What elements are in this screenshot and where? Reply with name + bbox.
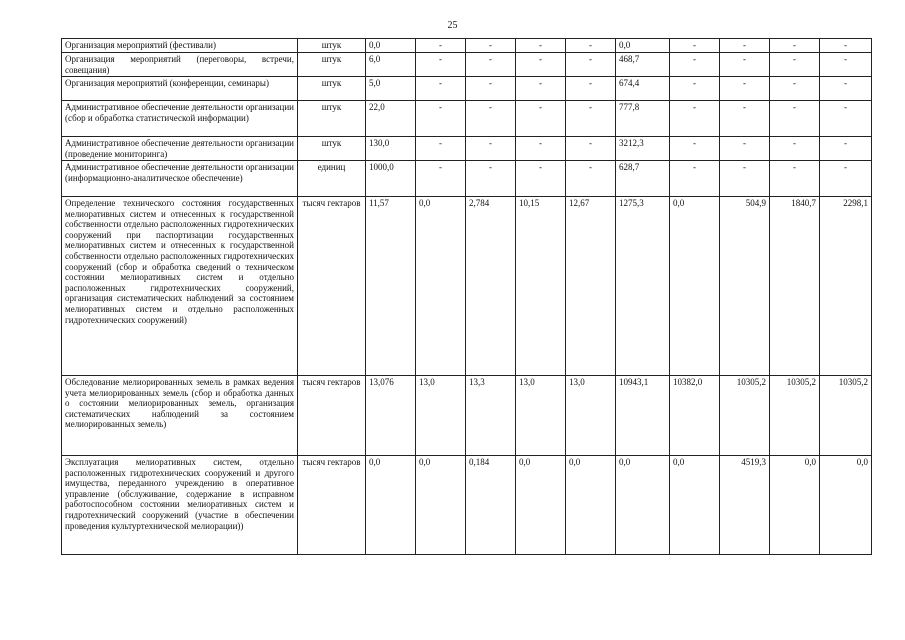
value-cell: -: [720, 137, 770, 161]
value-cell: 13,076: [366, 376, 416, 456]
unit-cell: штук: [298, 101, 366, 137]
value-cell: 10305,2: [820, 376, 872, 456]
value-cell: 0,0: [416, 197, 466, 376]
value-cell: -: [670, 101, 720, 137]
value-cell: -: [566, 101, 616, 137]
value-cell: -: [720, 77, 770, 101]
value-cell: -: [670, 137, 720, 161]
value-cell: 10943,1: [616, 376, 670, 456]
value-cell: 0,0: [516, 456, 566, 555]
value-cell: 13,3: [466, 376, 516, 456]
value-cell: -: [466, 161, 516, 197]
value-cell: -: [516, 137, 566, 161]
value-cell: 0,0: [566, 456, 616, 555]
value-cell: -: [770, 77, 820, 101]
value-cell: -: [770, 101, 820, 137]
table-row: [62, 456, 872, 555]
value-cell: 12,67: [566, 197, 616, 376]
value-cell: -: [516, 39, 566, 53]
service-name-cell: Эксплуатация мелиоративных систем, отдельно расположенных гидротехнических сооружений и другого имущества, переданного учреждению в оперативное управление (обслуживание, содержание в исправном работоспособном состоянии мелиоративных систем и гидротехнический сооружений (участие в обеспечении проведения культуртехнической мелиорации)): [62, 456, 298, 555]
value-cell: 6,0: [366, 53, 416, 77]
value-cell: -: [770, 53, 820, 77]
unit-cell: тысяч гектаров: [298, 376, 366, 456]
value-cell: -: [566, 39, 616, 53]
value-cell: -: [466, 101, 516, 137]
value-cell: 11,57: [366, 197, 416, 376]
unit-cell: штук: [298, 137, 366, 161]
unit-cell: единиц: [298, 161, 366, 197]
value-cell: 13,0: [566, 376, 616, 456]
value-cell: 13,0: [416, 376, 466, 456]
unit-cell: штук: [298, 53, 366, 77]
value-cell: 10382,0: [670, 376, 720, 456]
value-cell: -: [566, 77, 616, 101]
value-cell: -: [466, 137, 516, 161]
value-cell: 10305,2: [720, 376, 770, 456]
service-name-cell: Организация мероприятий (переговоры, встречи, совещания): [62, 53, 298, 77]
value-cell: -: [466, 77, 516, 101]
value-cell: 13,0: [516, 376, 566, 456]
unit-cell: тысяч гектаров: [298, 456, 366, 555]
value-cell: -: [820, 53, 872, 77]
value-cell: 130,0: [366, 137, 416, 161]
table-body: [62, 39, 872, 555]
value-cell: -: [516, 101, 566, 137]
value-cell: 0,0: [616, 456, 670, 555]
value-cell: 0,0: [770, 456, 820, 555]
value-cell: 0,0: [820, 456, 872, 555]
value-cell: -: [566, 137, 616, 161]
value-cell: 1840,7: [770, 197, 820, 376]
value-cell: 0,0: [670, 456, 720, 555]
table-row: [62, 53, 872, 77]
value-cell: -: [416, 77, 466, 101]
value-cell: -: [416, 101, 466, 137]
value-cell: -: [720, 101, 770, 137]
value-cell: 10,15: [516, 197, 566, 376]
value-cell: -: [820, 161, 872, 197]
value-cell: 674,4: [616, 77, 670, 101]
value-cell: 0,0: [366, 456, 416, 555]
value-cell: -: [416, 53, 466, 77]
value-cell: -: [820, 137, 872, 161]
value-cell: 1000,0: [366, 161, 416, 197]
page-number: 25: [447, 20, 458, 31]
value-cell: -: [670, 53, 720, 77]
value-cell: 0,0: [416, 456, 466, 555]
value-cell: -: [670, 39, 720, 53]
service-name-cell: Организация мероприятий (фестивали): [62, 39, 298, 53]
value-cell: 777,8: [616, 101, 670, 137]
value-cell: -: [770, 161, 820, 197]
value-cell: 0,184: [466, 456, 516, 555]
value-cell: -: [720, 39, 770, 53]
service-name-cell: Административное обеспечение деятельности организации (информационно-аналитическое обеспечение): [62, 161, 298, 197]
value-cell: -: [670, 161, 720, 197]
unit-cell: тысяч гектаров: [298, 197, 366, 376]
value-cell: -: [720, 161, 770, 197]
service-name-cell: Организация мероприятий (конференции, семинары): [62, 77, 298, 101]
table-row: [62, 376, 872, 456]
value-cell: 0,0: [670, 197, 720, 376]
service-name-cell: Обследование мелиорированных земель в рамках ведения учета мелиорированных земель (сбор и обработка данных о состоянии мелиорированных земель, организация систематических наблюдений за состоянием мелиорированных земель): [62, 376, 298, 456]
value-cell: -: [820, 101, 872, 137]
value-cell: -: [720, 53, 770, 77]
value-cell: -: [466, 53, 516, 77]
value-cell: 468,7: [616, 53, 670, 77]
value-cell: -: [770, 39, 820, 53]
service-name-cell: Административное обеспечение деятельности организации (сбор и обработка статистической информации): [62, 101, 298, 137]
value-cell: -: [566, 53, 616, 77]
value-cell: -: [516, 77, 566, 101]
value-cell: 1275,3: [616, 197, 670, 376]
value-cell: 5,0: [366, 77, 416, 101]
value-cell: 2,784: [466, 197, 516, 376]
value-cell: -: [670, 77, 720, 101]
value-cell: -: [820, 39, 872, 53]
value-cell: -: [820, 77, 872, 101]
table-row: [62, 197, 872, 376]
value-cell: -: [770, 137, 820, 161]
value-cell: 4519,3: [720, 456, 770, 555]
value-cell: -: [416, 161, 466, 197]
value-cell: -: [516, 53, 566, 77]
table-row: [62, 77, 872, 101]
services-table: [61, 38, 872, 555]
table-row: [62, 101, 872, 137]
value-cell: -: [416, 39, 466, 53]
value-cell: 3212,3: [616, 137, 670, 161]
value-cell: -: [566, 161, 616, 197]
service-name-cell: Административное обеспечение деятельности организации (проведение мониторинга): [62, 137, 298, 161]
value-cell: -: [516, 161, 566, 197]
value-cell: 0,0: [366, 39, 416, 53]
value-cell: 628,7: [616, 161, 670, 197]
value-cell: 10305,2: [770, 376, 820, 456]
unit-cell: штук: [298, 77, 366, 101]
table-row: [62, 137, 872, 161]
value-cell: -: [466, 39, 516, 53]
unit-cell: штук: [298, 39, 366, 53]
table-row: [62, 39, 872, 53]
value-cell: 504,9: [720, 197, 770, 376]
value-cell: 2298,1: [820, 197, 872, 376]
table-row: [62, 161, 872, 197]
value-cell: 22,0: [366, 101, 416, 137]
service-name-cell: Определение технического состояния государственных мелиоративных систем и отнесенных к государственной собственности отдельно расположенных гидротехнических сооружений при паспортизации государственных мелиоративных систем и отнесенных к государственной собственности отдельно расположенных гидротехнических сооружений (сбор и обработка сведений о техническом состоянии мелиоративных систем и отдельно расположенных гидротехнических сооружений, организация систематических наблюдений за состоянием мелиоративных систем и отдельно расположенных гидротехнических сооружений): [62, 197, 298, 376]
value-cell: 0,0: [616, 39, 670, 53]
value-cell: -: [416, 137, 466, 161]
